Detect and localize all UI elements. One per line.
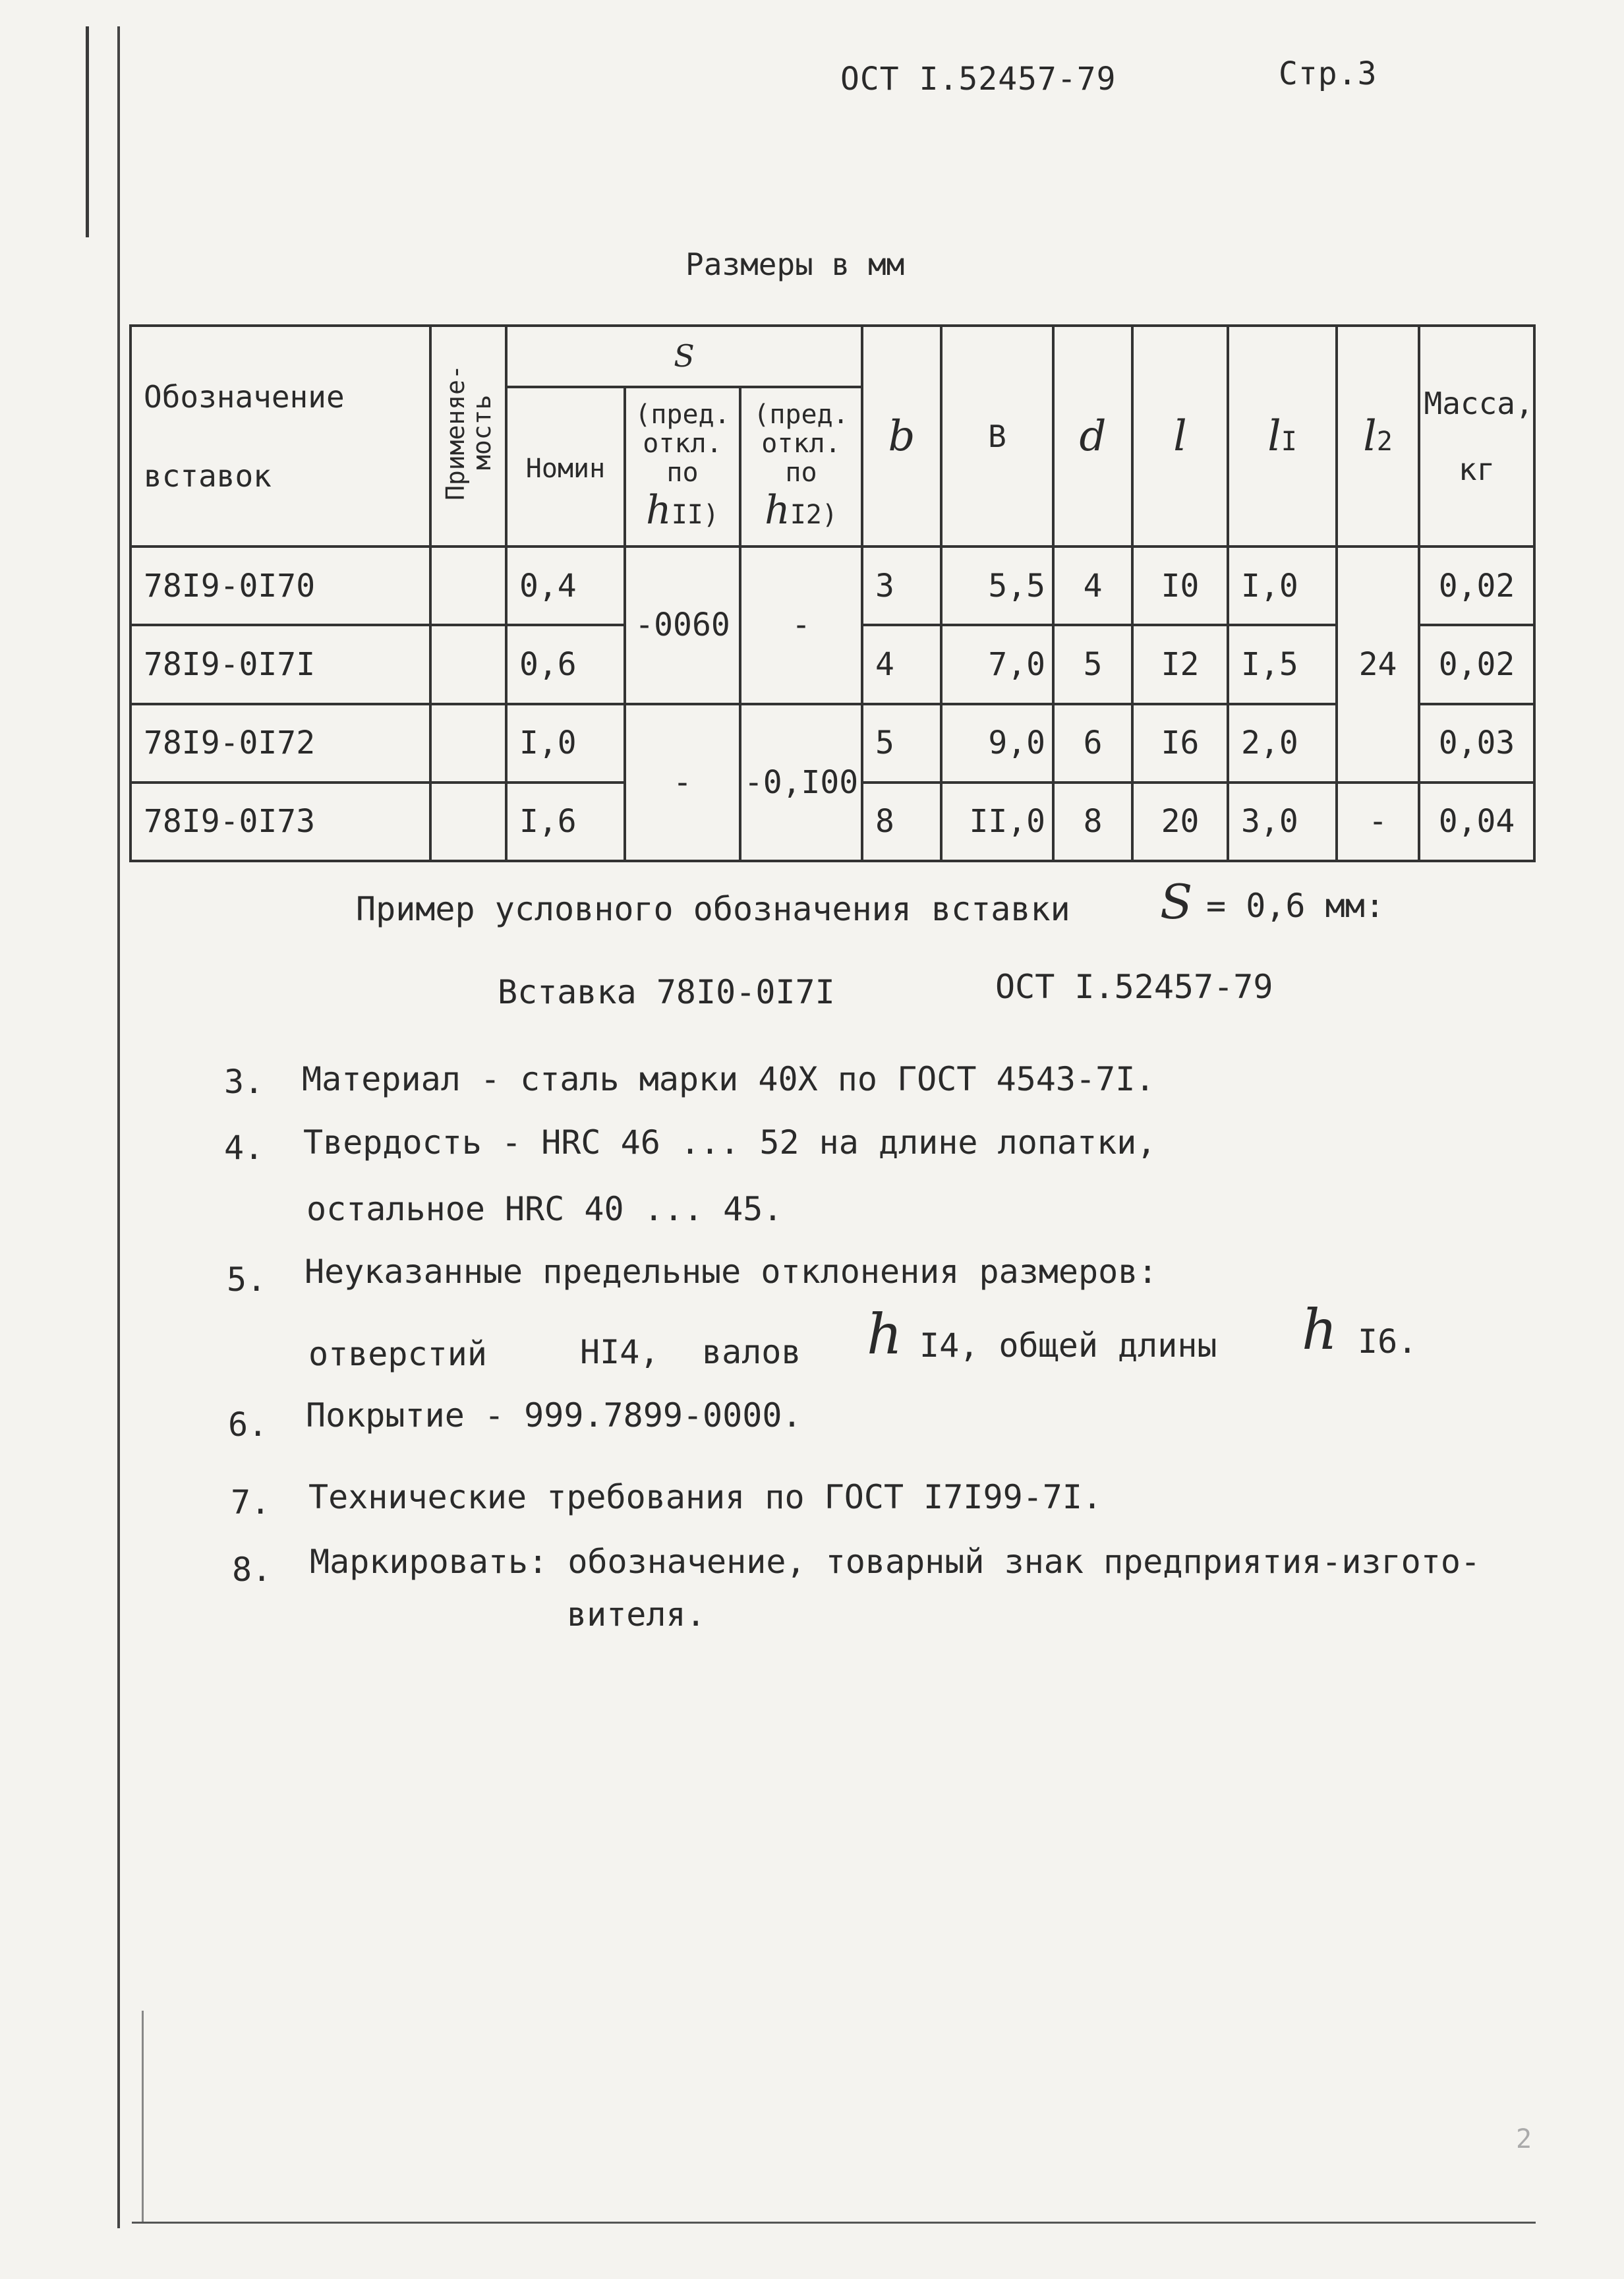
header-b: b — [862, 326, 941, 547]
standard-number: ОСТ I.52457-79 — [840, 61, 1116, 98]
cell-nominal: I,6 — [506, 783, 625, 861]
cell-l1: I,5 — [1228, 625, 1337, 703]
dimensions-table — [129, 324, 1536, 862]
cell-l2: - — [1337, 783, 1419, 861]
cell-applicability — [430, 547, 506, 625]
item-number-6: 6. — [228, 1406, 268, 1444]
cell-nominal: I,0 — [506, 704, 625, 783]
item-8-text-cont: вителя. — [567, 1595, 706, 1634]
cell-applicability — [430, 704, 506, 783]
cell-mass: 0,02 — [1419, 547, 1534, 625]
header-tolerance-h11: (пред. откл. по hII) — [625, 387, 740, 547]
cell-tol-h11: -0060 — [625, 547, 740, 703]
header-d: d — [1053, 326, 1132, 547]
cell-b: 4 — [862, 625, 941, 703]
item-5-holes-tol: HI4, — [580, 1333, 660, 1371]
cell-designation: 78I9-0I70 — [130, 547, 430, 625]
header-B: В — [941, 326, 1053, 547]
item-3-text: Материал - сталь марки 40Х по ГОСТ 4543-7I. — [302, 1060, 1155, 1098]
item-4-text-cont: остальное HRC 40 ... 45. — [306, 1190, 783, 1228]
cell-tol-h11: - — [625, 704, 740, 861]
cell-l: I2 — [1132, 625, 1228, 703]
cell-b: 8 — [862, 783, 941, 861]
binding-margin-line — [86, 26, 89, 237]
cell-B: 9,0 — [941, 704, 1053, 783]
table-caption: Размеры в мм — [685, 247, 905, 282]
item-5-length-tol: I6. — [1358, 1322, 1418, 1361]
cell-l1: 2,0 — [1228, 704, 1337, 783]
cell-mass: 0,04 — [1419, 783, 1534, 861]
item-8-text: Маркировать: обозначение, товарный знак предприятия-изгото- — [310, 1543, 1481, 1581]
cell-d: 4 — [1053, 547, 1132, 625]
cell-b: 3 — [862, 547, 941, 625]
page-number: Стр.3 — [1279, 55, 1378, 92]
cell-B: 7,0 — [941, 625, 1053, 703]
item-4-text: Твердость - HRC 46 ... 52 на длине лопатки, — [303, 1123, 1157, 1162]
item-5-h-symbol: h — [867, 1302, 903, 1367]
cell-l1: I,0 — [1228, 547, 1337, 625]
table-row — [130, 704, 1534, 783]
cell-nominal: 0,4 — [506, 547, 625, 625]
page-frame-stub — [142, 2011, 144, 2222]
item-5-h-symbol-2: h — [1302, 1297, 1338, 1362]
cell-l1: 3,0 — [1228, 783, 1337, 861]
item-number-8: 8. — [232, 1551, 272, 1589]
cell-applicability — [430, 625, 506, 703]
cell-applicability — [430, 783, 506, 861]
cell-designation: 78I9-0I7I — [130, 625, 430, 703]
cell-l: 20 — [1132, 783, 1228, 861]
cell-l2: 24 — [1337, 547, 1419, 783]
cell-mass: 0,03 — [1419, 704, 1534, 783]
cell-mass: 0,02 — [1419, 625, 1534, 703]
cell-nominal: 0,6 — [506, 625, 625, 703]
cell-B: II,0 — [941, 783, 1053, 861]
page-frame-bottom — [132, 2222, 1536, 2224]
item-5-shafts: валов — [702, 1333, 801, 1371]
cell-B: 5,5 — [941, 547, 1053, 625]
cell-designation: 78I9-0I72 — [130, 704, 430, 783]
cell-tol-h12: - — [740, 547, 862, 703]
cell-d: 8 — [1053, 783, 1132, 861]
cell-designation: 78I9-0I73 — [130, 783, 430, 861]
item-6-text: Покрытие - 999.7899-0000. — [306, 1396, 802, 1435]
cell-l: I6 — [1132, 704, 1228, 783]
header-mass: Масса, кг — [1419, 326, 1534, 547]
example-text: Пример условного обозначения вставки — [356, 890, 1070, 928]
cell-d: 5 — [1053, 625, 1132, 703]
cell-b: 5 — [862, 704, 941, 783]
example-s-symbol: S — [1160, 874, 1193, 930]
item-7-text: Технические требования по ГОСТ I7I99-7I. — [308, 1478, 1103, 1516]
table-row — [130, 547, 1534, 625]
page-frame-left — [117, 26, 120, 2228]
header-l1: lI — [1228, 326, 1337, 547]
header-nominal: Номин — [506, 387, 625, 547]
header-l2: l2 — [1337, 326, 1419, 547]
example-insert-standard: ОСТ I.52457-79 — [995, 968, 1273, 1006]
example-insert-label: Вставка 78I0-0I7I — [498, 973, 835, 1011]
item-5-shafts-tol: I4, общей длины — [919, 1326, 1217, 1365]
item-5-holes: отверстий — [308, 1335, 487, 1373]
item-number-7: 7. — [231, 1483, 271, 1522]
item-number-5: 5. — [227, 1260, 267, 1299]
item-5-text: Неуказанные предельные отклонения размеров: — [304, 1253, 1158, 1291]
cell-l: I0 — [1132, 547, 1228, 625]
corner-mark: 2 — [1516, 2124, 1532, 2154]
header-l: l — [1132, 326, 1228, 547]
header-tolerance-h12: (пред. откл. по hI2) — [740, 387, 862, 547]
cell-tol-h12: -0,I00 — [740, 704, 862, 861]
header-applicability: Применяе-мость — [430, 326, 506, 547]
item-number-4: 4. — [224, 1129, 264, 1167]
header-designation: Обозначение вставок — [130, 326, 430, 547]
header-s: S — [506, 326, 862, 387]
item-number-3: 3. — [224, 1063, 264, 1101]
example-s-value: = 0,6 мм: — [1206, 887, 1385, 925]
cell-d: 6 — [1053, 704, 1132, 783]
